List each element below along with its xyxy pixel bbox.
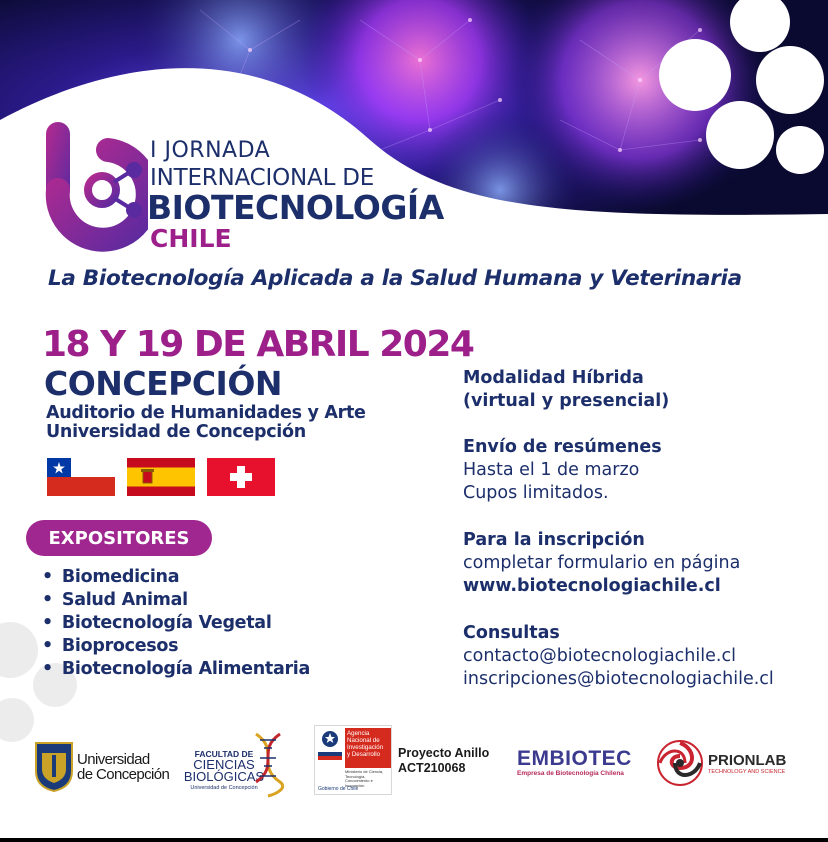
- switzerland-flag-icon: [207, 458, 275, 496]
- anid-line1: Agencia: [347, 730, 370, 737]
- modality-block: [463, 367, 669, 413]
- project-label: [398, 746, 489, 776]
- list-item: • Bioprocesos: [42, 635, 310, 658]
- project-line2: ACT210068: [398, 761, 466, 775]
- event-logo-icon: [38, 120, 148, 258]
- anid-logo: [314, 725, 392, 795]
- contact-block: [463, 622, 774, 691]
- prionlab-swirl-icon: [655, 738, 705, 788]
- event-title-line1: I JORNADA: [150, 138, 271, 163]
- topics-list: [42, 566, 310, 681]
- udec-line1: Universidad: [77, 751, 150, 768]
- udec-line2: de Concepción: [77, 766, 170, 783]
- abstracts-title: Envío de resúmenes: [463, 437, 662, 457]
- list-item: • Salud Animal: [42, 589, 310, 612]
- embiotec-tag: Empresa de Biotecnología Chilena: [517, 770, 624, 777]
- modality-title: Modalidad Híbrida: [463, 368, 644, 388]
- facultad-line3: BIOLÓGICAS: [183, 769, 265, 784]
- spain-flag-icon: [127, 458, 195, 496]
- prionlab-name: PRIONLAB: [708, 752, 787, 769]
- project-line1: Proyecto Anillo: [398, 746, 490, 760]
- anid-line4: y Desarrollo: [347, 751, 381, 758]
- venue-line2: Universidad de Concepción: [46, 422, 306, 442]
- anid-gov: Gobierno de Chile: [318, 786, 359, 792]
- chile-flag-icon: [47, 458, 115, 496]
- contact-email-link[interactable]: contacto@biotecnologiachile.cl: [463, 646, 736, 666]
- abstracts-deadline: Hasta el 1 de marzo: [463, 460, 640, 480]
- list-item: • Biotecnología Alimentaria: [42, 658, 310, 681]
- dna-helix-icon: [248, 732, 288, 798]
- event-title-line2: INTERNACIONAL DE: [150, 165, 375, 191]
- abstracts-block: [463, 436, 662, 505]
- udec-name: [77, 752, 169, 782]
- event-venue: [46, 404, 366, 442]
- prionlab-tag: TECHNOLOGY AND SCIENCE: [708, 769, 786, 775]
- venue-line1: Auditorio de Humanidades y Arte: [46, 403, 366, 423]
- registration-detail: completar formulario en página: [463, 553, 741, 573]
- event-dates: 18 Y 19 DE ABRIL 2024: [42, 324, 474, 365]
- prionlab-logo: [708, 753, 786, 775]
- registration-email-link[interactable]: inscripciones@biotecnologiachile.cl: [463, 669, 774, 689]
- list-item: • Biomedicina: [42, 566, 310, 589]
- anid-line2: Nacional de: [347, 737, 380, 744]
- list-item: • Biotecnología Vegetal: [42, 612, 310, 635]
- registration-link[interactable]: www.biotecnologiachile.cl: [463, 576, 721, 596]
- facultad-line2: CIENCIAS: [193, 757, 255, 772]
- anid-bar-red: [318, 756, 342, 760]
- modality-detail: (virtual y presencial): [463, 391, 670, 411]
- embiotec-name: EMBIOTEC: [517, 747, 632, 770]
- udec-shield-icon: [34, 741, 74, 793]
- registration-block: [463, 529, 740, 598]
- contact-title: Consultas: [463, 623, 560, 643]
- chile-coat-of-arms-icon: [318, 729, 342, 749]
- anid-title-block: [345, 728, 391, 768]
- anid-line3: Investigación: [347, 744, 384, 751]
- anid-ministry: Ministerio de Ciencia, Tecnología, Conocimiento e Innovación: [345, 769, 384, 788]
- abstracts-note: Cupos limitados.: [463, 483, 609, 503]
- embiotec-logo: [517, 748, 637, 777]
- facultad-line4: Universidad de Concepción: [190, 785, 258, 791]
- event-subtitle: La Biotecnología Aplicada a la Salud Humana y Veterinaria: [48, 266, 742, 291]
- speakers-badge: EXPOSITORES: [26, 520, 212, 556]
- event-city: CONCEPCIÓN: [44, 364, 283, 403]
- facultad-line1: FACULTAD DE: [194, 749, 254, 759]
- udec-logo: [34, 741, 74, 798]
- registration-title: Para la inscripción: [463, 530, 645, 550]
- event-title-line3: BIOTECNOLOGÍA: [147, 188, 444, 227]
- event-title-line4: CHILE: [150, 224, 232, 253]
